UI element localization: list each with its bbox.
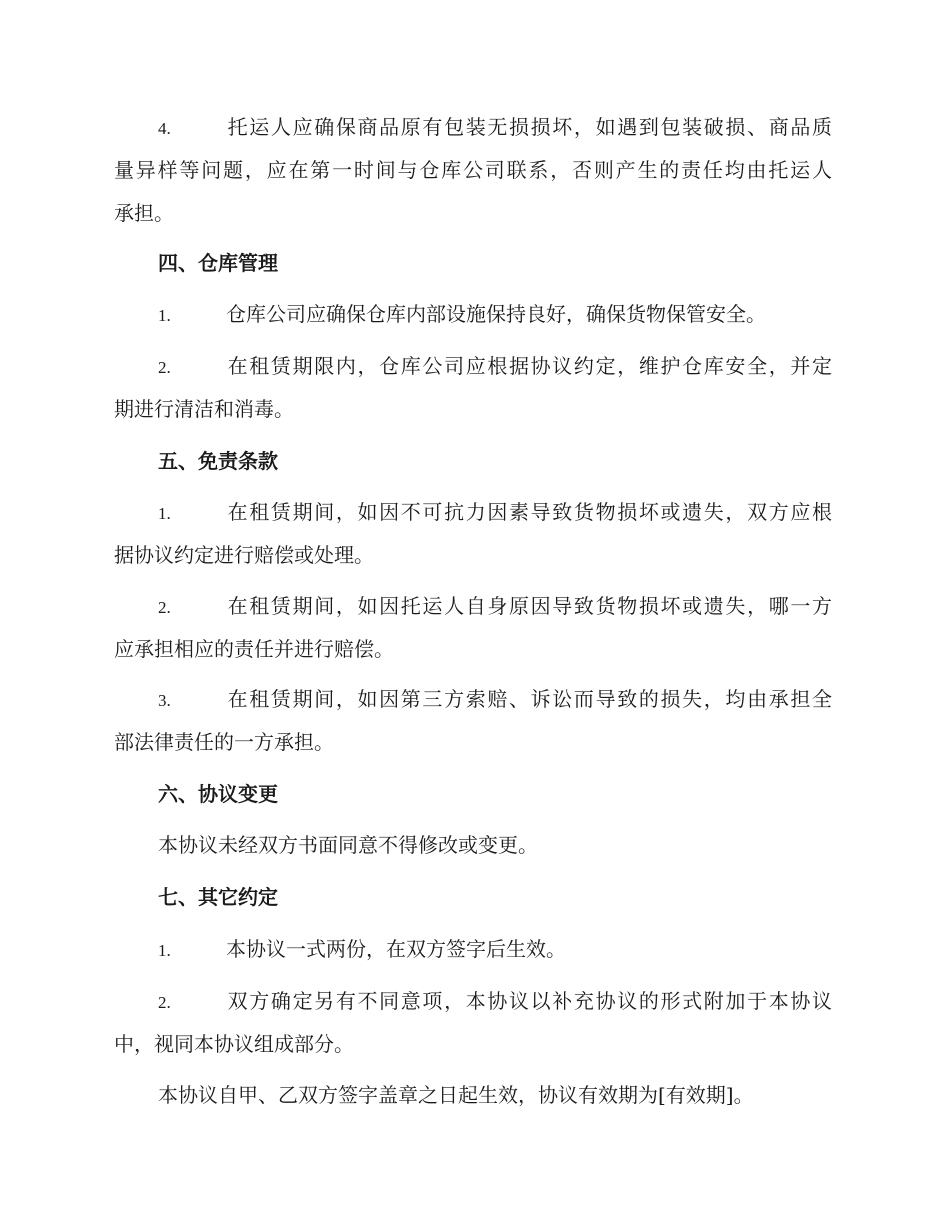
item-text-line: 中，视同本协议组成部分。 xyxy=(114,1032,354,1056)
list-item xyxy=(114,293,832,336)
list-item xyxy=(114,585,832,671)
section-heading: 四、仓库管理 xyxy=(158,251,278,275)
section-heading: 五、免责条款 xyxy=(158,449,278,473)
item-text-line: 期进行清洁和消毒。 xyxy=(114,397,294,421)
item-text-line: 在租赁期间，如因托运人自身原因导致货物损坏或遗失，哪一方 xyxy=(226,594,832,618)
closing-paragraph: 本协议自甲、乙双方签字盖章之日起生效，协议有效期为[有效期]。 xyxy=(158,1083,754,1107)
item-text-line: 托运人应确保商品原有包装无损损坏，如遇到包装破损、商品质 xyxy=(226,115,832,139)
item-text-line: 本协议一式两份，在双方签字后生效。 xyxy=(226,937,566,961)
item-text-line: 在租赁期间，如因不可抗力因素导致货物损坏或遗失，双方应根 xyxy=(226,500,832,524)
item-number: 1. xyxy=(158,306,171,325)
item-number: 2. xyxy=(158,598,171,617)
item-text-line: 应承担相应的责任并进行赔偿。 xyxy=(114,637,394,661)
item-text-line: 量异样等问题，应在第一时间与仓库公司联系，否则产生的责任均由托运人 xyxy=(114,158,832,182)
item-text-line: 在租赁期限内，仓库公司应根据协议约定，维护仓库安全，并定 xyxy=(226,354,832,378)
paragraph: 本协议未经双方书面同意不得修改或变更。 xyxy=(158,833,538,857)
item-text-line: 承担。 xyxy=(114,201,174,225)
item-number: 2. xyxy=(158,993,171,1012)
item-text-line: 双方确定另有不同意项，本协议以补充协议的形式附加于本协议 xyxy=(226,989,832,1013)
section-heading: 七、其它约定 xyxy=(158,885,278,909)
item-text-line: 据协议约定进行赔偿或处理。 xyxy=(114,543,374,567)
list-item xyxy=(114,345,832,431)
item-number: 1. xyxy=(158,941,171,960)
list-item xyxy=(114,106,832,235)
item-number: 1. xyxy=(158,504,171,523)
list-item xyxy=(114,980,832,1066)
item-number: 2. xyxy=(158,358,171,377)
item-text-line: 在租赁期间，如因第三方索赔、诉讼而导致的损失，均由承担全 xyxy=(226,687,832,711)
list-item xyxy=(114,678,832,764)
list-item xyxy=(114,928,832,971)
list-item xyxy=(114,491,832,577)
item-text-line: 仓库公司应确保仓库内部设施保持良好，确保货物保管安全。 xyxy=(226,302,766,326)
section-heading: 六、协议变更 xyxy=(158,782,278,806)
item-number: 4. xyxy=(158,119,171,138)
item-text-line: 部法律责任的一方承担。 xyxy=(114,730,334,754)
item-number: 3. xyxy=(158,691,171,710)
